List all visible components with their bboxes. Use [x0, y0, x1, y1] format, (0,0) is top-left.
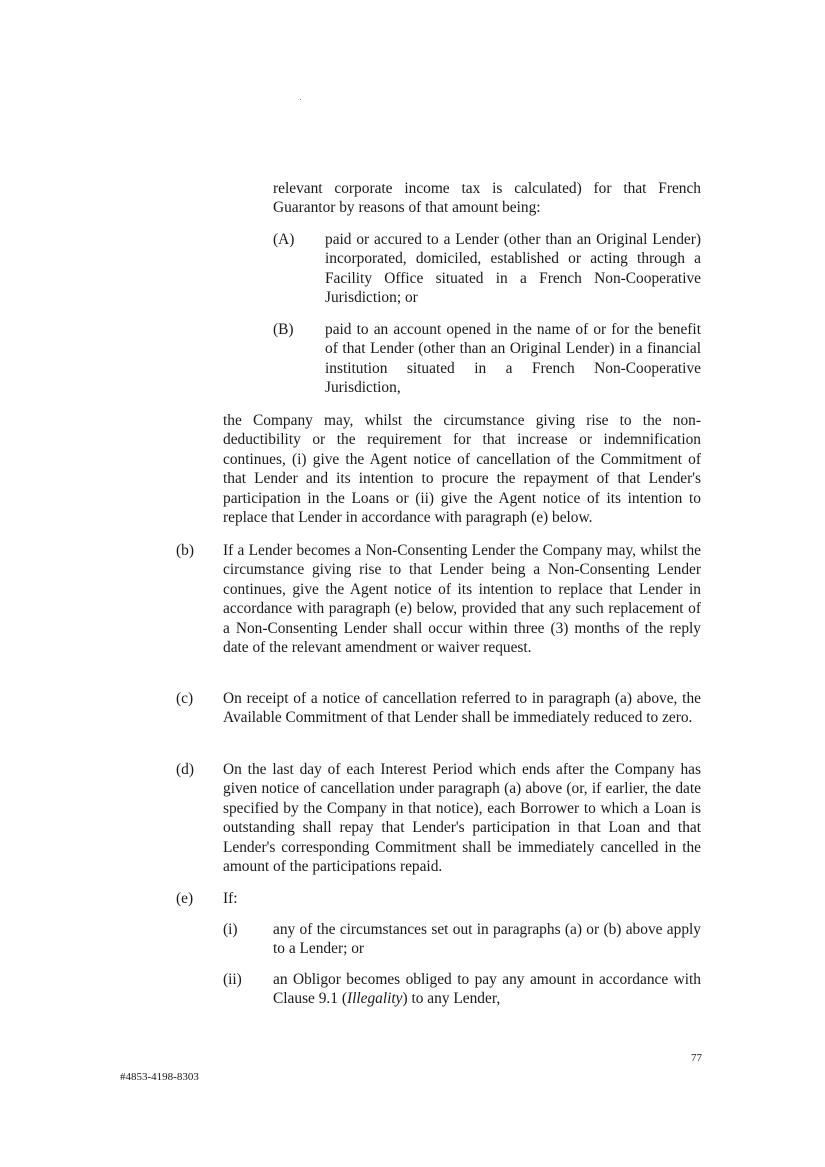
roman-item-text-ii-after: ) to any Lender,: [402, 990, 501, 1008]
paragraph-text-c: On receipt of a notice of cancellation referred to in paragraph (a) above, the Available Commitment of that Lender shall be immediately reduced to zero.: [223, 690, 701, 727]
scan-speck: [300, 99, 301, 100]
paragraph-label-b: (b): [176, 542, 194, 559]
paragraph-label-d: (d): [176, 761, 194, 778]
sub-item-label-a: (A): [273, 231, 295, 248]
sub-item-label-b: (B): [273, 321, 294, 338]
sub-item-text-b: paid to an account opened in the name of or for the benefit of that Lender (other than an Original Lender) in a financial institution situated in a French Non-Cooperative Jurisdiction,: [325, 321, 701, 397]
roman-item-text-i: any of the circumstances set out in paragraphs (a) or (b) above apply to a Lender; or: [273, 921, 701, 958]
roman-item-label-i: (i): [223, 921, 238, 938]
roman-item-text-ii-before: an Obligor becomes obliged to pay any amount in accordance with Clause 9.1 (: [273, 971, 701, 1008]
sub-item-text-a: paid or accured to a Lender (other than an Original Lender) incorporated, domiciled, established or acting through a Facility Office situated in a French Non-Cooperative Jurisdiction; or: [325, 231, 701, 307]
paragraph-text-b: If a Lender becomes a Non-Consenting Lender the Company may, whilst the circumstance giving rise to that Lender being a Non-Consenting Lender continues, give the Agent notice of its intention to replace that Lender in accordance with paragraph (e) below, provided that any such replacement of a Non-Consenting Lender shall occur within three (3) months of the reply date of the relevant amendment or waiver request.: [223, 542, 701, 657]
continuation-paragraph: the Company may, whilst the circumstance giving rise to the non-deductibility or the requirement for that increase or indemnification continues, (i) give the Agent notice of cancellation of the Commitment of that Lender and its intention to procure the repayment of that Lender's participation in the Loans or (ii) give the Agent notice of its intention to replace that Lender in accordance with paragraph (e) below.: [223, 412, 701, 527]
page-number: 77: [691, 1052, 702, 1064]
paragraph-text-e: If:: [223, 890, 238, 907]
paragraph-label-c: (c): [176, 690, 194, 707]
paragraph-label-e: (e): [176, 890, 194, 907]
roman-item-text-ii: [273, 970, 701, 1009]
intro-paragraph: relevant corporate income tax is calculated) for that French Guarantor by reasons of that amount being:: [273, 180, 701, 217]
document-reference: #4853-4198-8303: [120, 1071, 199, 1083]
paragraph-text-d: On the last day of each Interest Period which ends after the Company has given notice of cancellation under paragraph (a) above (or, if earlier, the date specified by the Company in that notice), each Borrower to which a Loan is outstanding shall repay that Lender's participation in that Loan and that Lender's corresponding Commitment shall be immediately cancelled in the amount of the participations repaid.: [223, 761, 701, 876]
illegality-clause-title: Illegality: [346, 990, 403, 1008]
roman-item-label-ii: (ii): [223, 971, 242, 988]
